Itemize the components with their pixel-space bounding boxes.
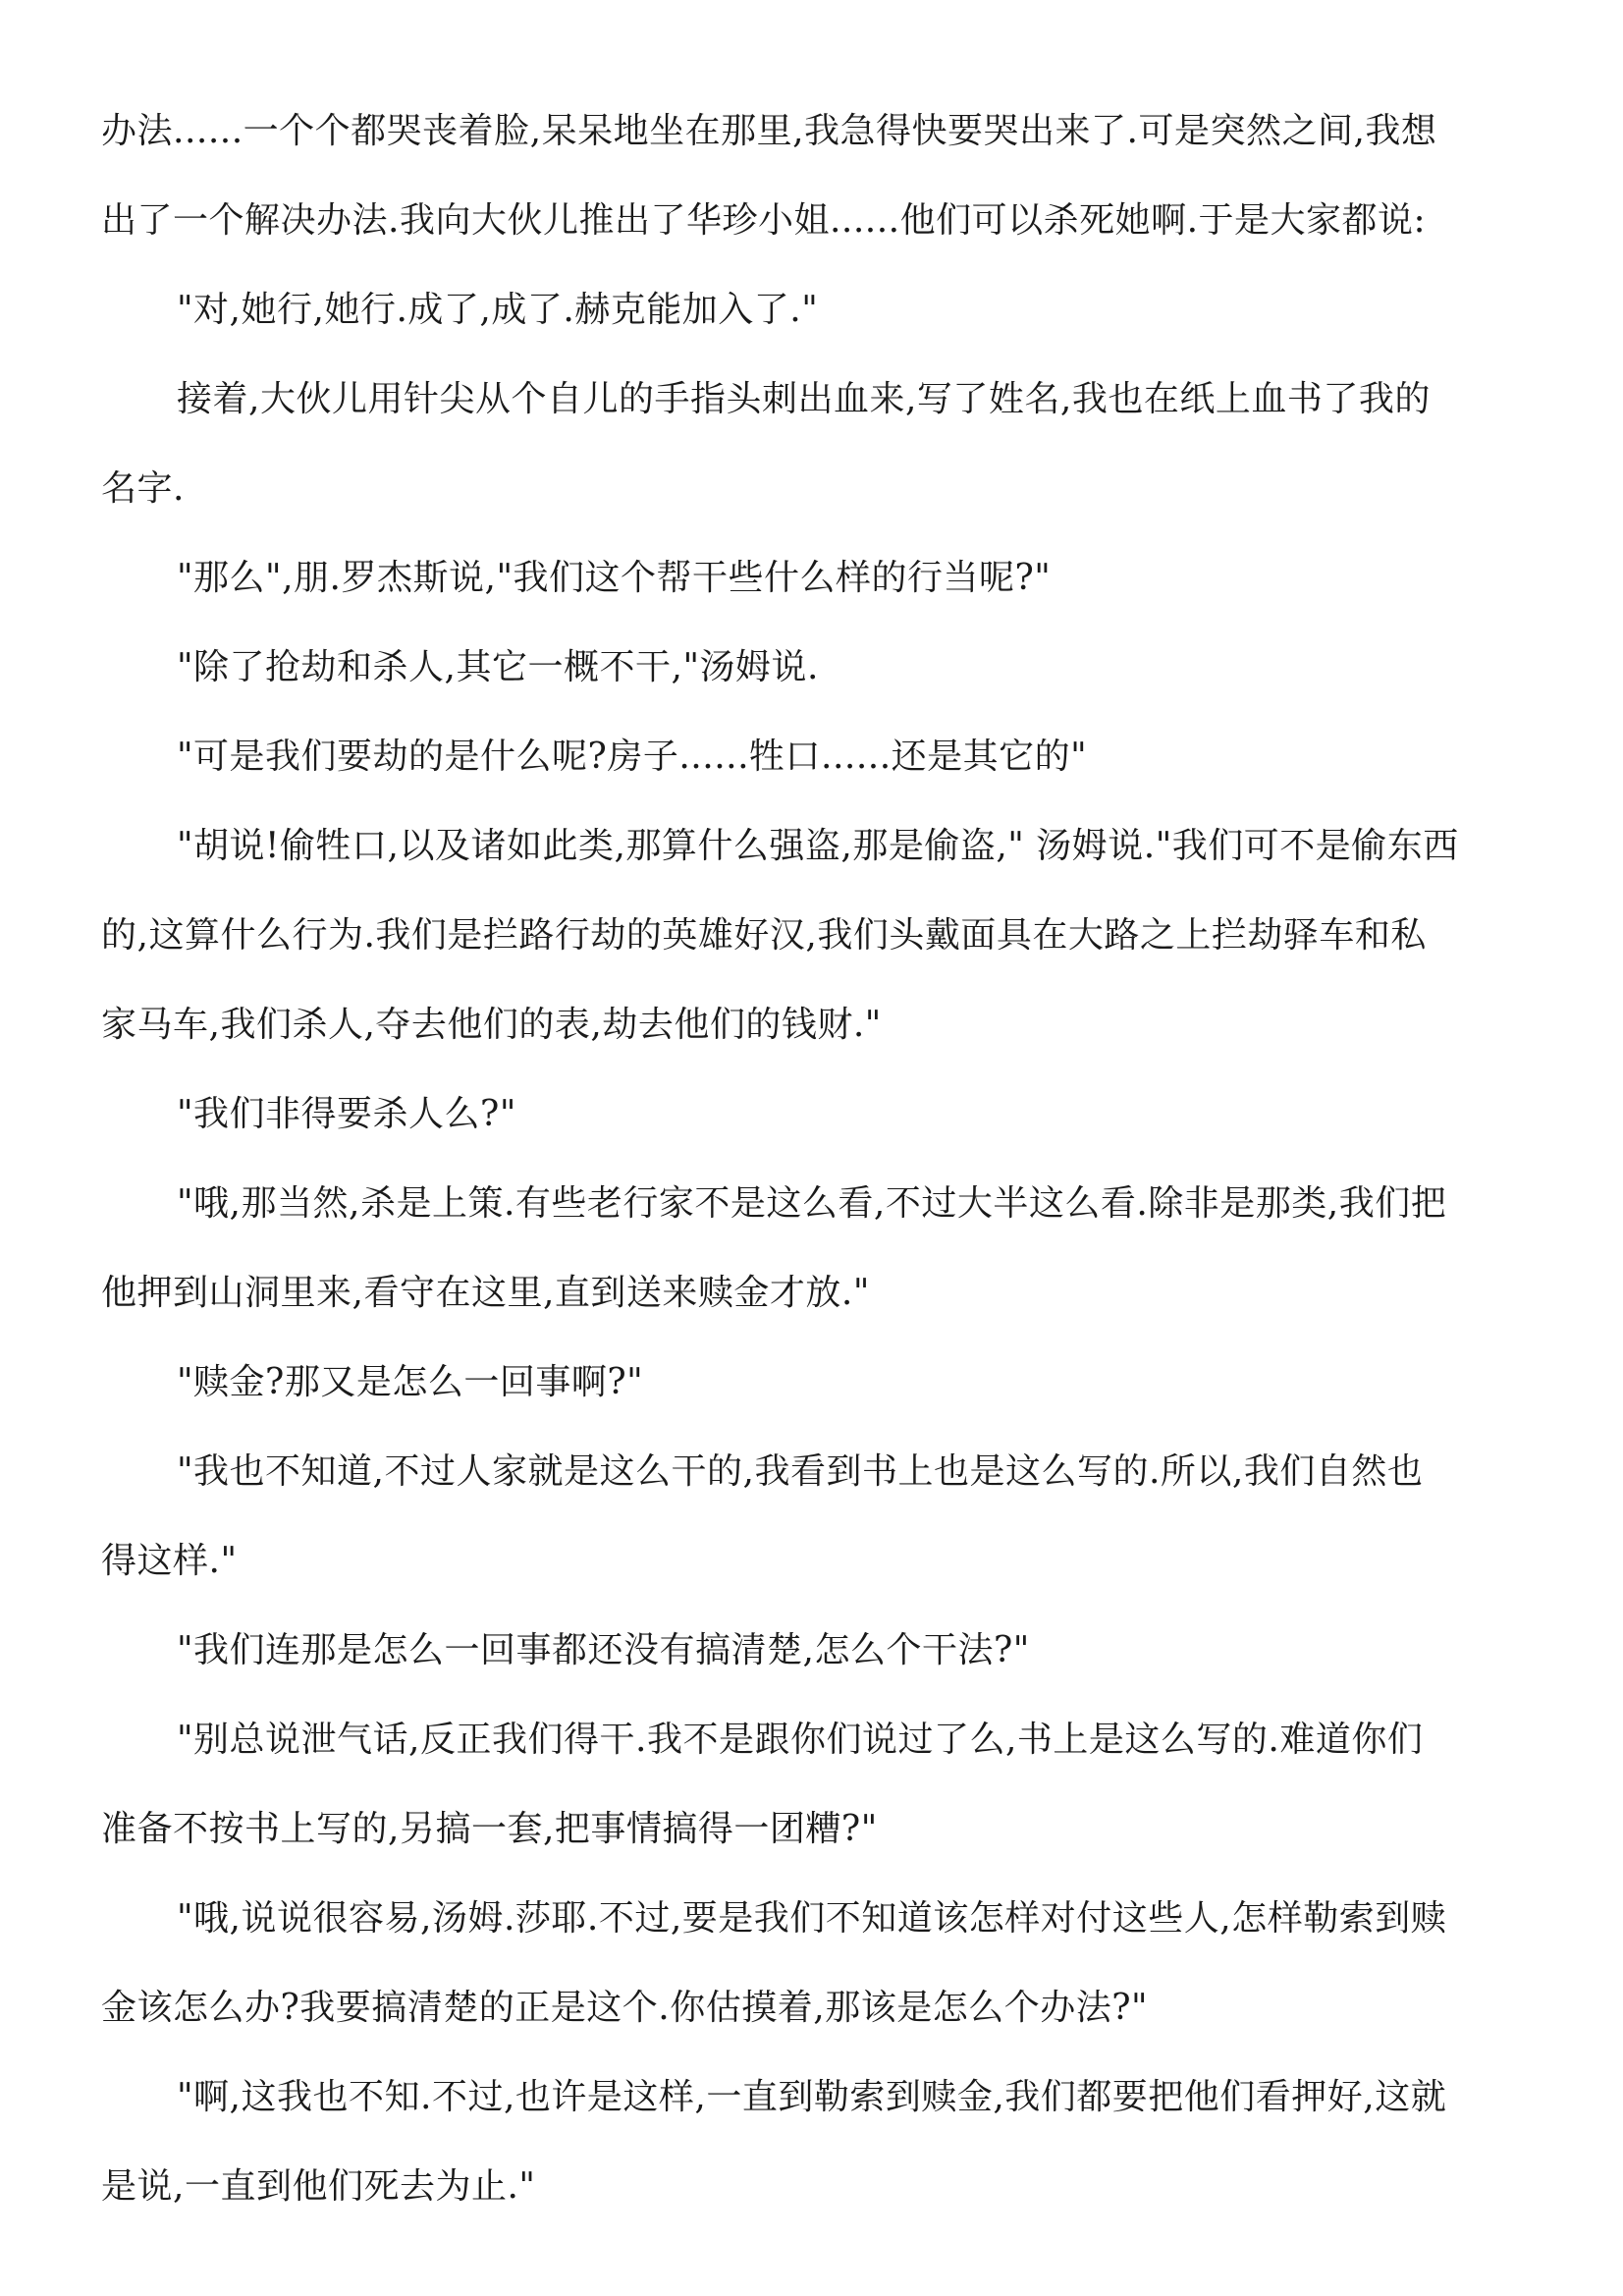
text-line: 的,这算什么行为.我们是拦路行劫的英雄好汉,我们头戴面具在大路之上拦劫驿车和私 <box>101 915 1427 956</box>
text-line: "赎金?那又是怎么一回事啊?" <box>177 1362 644 1402</box>
text-line: "我们连那是怎么一回事都还没有搞清楚,怎么个干法?" <box>177 1630 1030 1670</box>
text-line: "哦,说说很容易,汤姆.莎耶.不过,要是我们不知道该怎样对付这些人,怎样勒索到赎 <box>177 1898 1447 1939</box>
text-line: 办法......一个个都哭丧着脸,呆呆地坐在那里,我急得快要哭出来了.可是突然之间,我想 <box>101 111 1437 151</box>
text-line: "我也不知道,不过人家就是这么干的,我看到书上也是这么写的.所以,我们自然也 <box>177 1451 1424 1492</box>
text-line: 出了一个解决办法.我向大伙儿推出了华珍小姐......他们可以杀死她啊.于是大家都说: <box>101 200 1427 241</box>
text-line: "别总说泄气话,反正我们得干.我不是跟你们说过了么,书上是这么写的.难道你们 <box>177 1720 1424 1760</box>
text-line: 准备不按书上写的,另搞一套,把事情搞得一团糟?" <box>101 1809 878 1849</box>
text-line: "除了抢劫和杀人,其它一概不干,"汤姆说. <box>177 647 819 687</box>
text-line: "啊,这我也不知.不过,也许是这样,一直到勒索到赎金,我们都要把他们看押好,这就 <box>177 2077 1447 2117</box>
text-line: 他押到山洞里来,看守在这里,直到送来赎金才放." <box>101 1273 870 1313</box>
text-line: 得这样." <box>101 1541 238 1581</box>
text-line: "那么",朋.罗杰斯说,"我们这个帮干些什么样的行当呢?" <box>177 558 1052 598</box>
text-line: 是说,一直到他们死去为止." <box>101 2166 536 2207</box>
text-line: "哦,那当然,杀是上策.有些老行家不是这么看,不过大半这么看.除非是那类,我们把 <box>177 1183 1447 1224</box>
text-line: 名字. <box>101 468 185 509</box>
text-line: 接着,大伙儿用针尖从个自儿的手指头刺出血来,写了姓名,我也在纸上血书了我的 <box>177 379 1431 419</box>
text-line: 金该怎么办?我要搞清楚的正是这个.你估摸着,那该是怎么个办法?" <box>101 1988 1149 2028</box>
text-line: 家马车,我们杀人,夺去他们的表,劫去他们的钱财." <box>101 1005 882 1045</box>
text-line: "对,她行,她行.成了,成了.赫克能加入了." <box>177 290 819 330</box>
text-line: "我们非得要杀人么?" <box>177 1094 516 1134</box>
text-line: "胡说!偷牲口,以及诸如此类,那算什么强盗,那是偷盗," 汤姆说."我们可不是偷东西 <box>177 826 1459 866</box>
text-line: "可是我们要劫的是什么呢?房子......牲口......还是其它的" <box>177 737 1088 777</box>
